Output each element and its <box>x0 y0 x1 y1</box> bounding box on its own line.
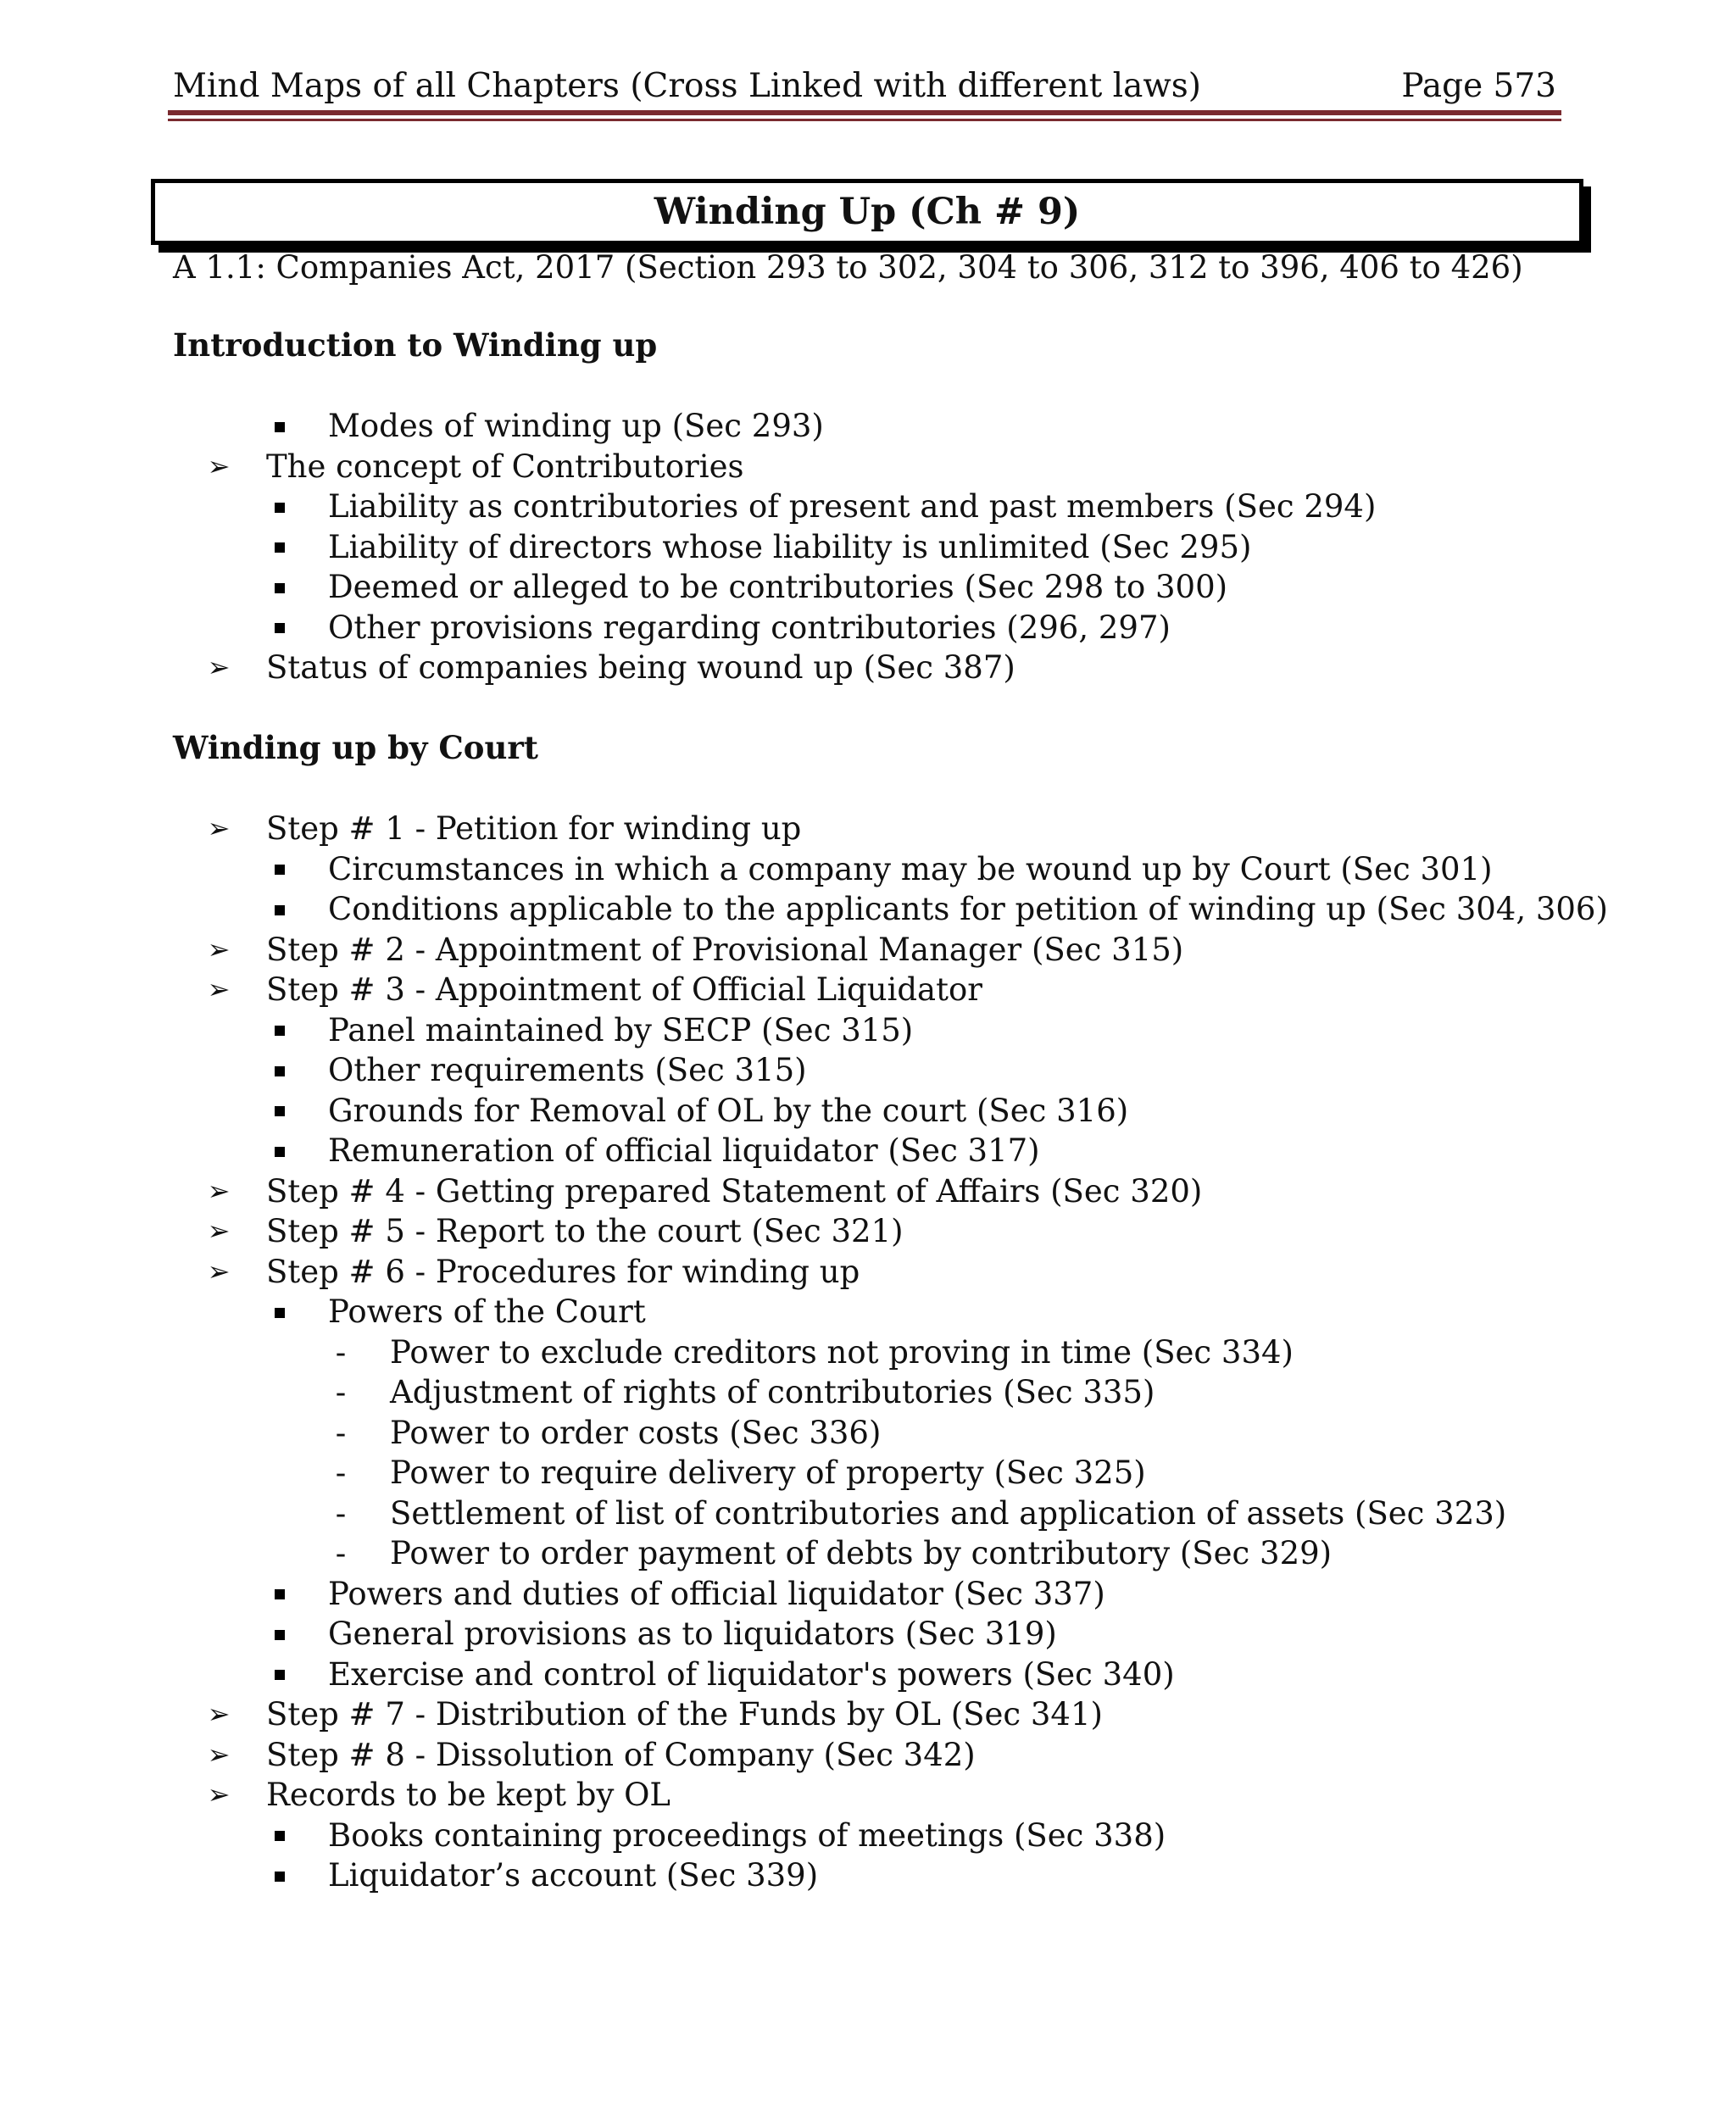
outline-item-text: Records to be kept by OL <box>266 1777 671 1813</box>
running-header <box>173 63 1556 110</box>
outline-item <box>173 527 1563 568</box>
square-bullet-shape <box>275 1831 285 1841</box>
square-bullet-shape <box>275 1872 285 1882</box>
square-bullet-shape <box>275 1630 285 1640</box>
outline-item-text: Circumstances in which a company may be wound up by Court (Sec 301) <box>328 850 1493 887</box>
outline-item <box>173 406 1563 447</box>
outline-item-text: Deemed or alleged to be contributories (Sec 298 to 300) <box>328 569 1228 605</box>
outline-item <box>173 1332 1563 1373</box>
outline-item <box>173 447 1563 487</box>
outline-item-text: Step # 4 - Getting prepared Statement of Affairs (Sec 320) <box>266 1172 1203 1210</box>
outline-item <box>173 1252 1563 1293</box>
outline-item <box>173 970 1563 1010</box>
outline-item-text: Step # 3 - Appointment of Official Liquidator <box>266 971 982 1008</box>
chapter-title-box <box>151 179 1583 245</box>
outline-item <box>173 1171 1563 1212</box>
spacer <box>173 366 1563 407</box>
dash-bullet-icon: - <box>335 1494 347 1532</box>
outline-item <box>173 1775 1563 1816</box>
outline-item-text: Grounds for Removal of OL by the court (Sec 316) <box>328 1092 1129 1129</box>
page-number: Page 573 <box>1401 67 1556 105</box>
square-bullet-shape <box>275 1147 285 1157</box>
outline-item-text: Powers and duties of official liquidator (Sec 337) <box>328 1575 1105 1612</box>
square-bullet-shape <box>275 1106 285 1116</box>
square-bullet-icon <box>264 406 295 447</box>
outline-item-text: Other requirements (Sec 315) <box>328 1052 807 1088</box>
outline-item-text: Status of companies being wound up (Sec 387) <box>266 649 1015 686</box>
outline-content <box>173 325 1608 1896</box>
outline-item <box>173 1574 1563 1615</box>
square-bullet-icon <box>264 1292 295 1332</box>
square-bullet-icon <box>264 889 295 930</box>
outline-item <box>173 1050 1563 1091</box>
outline-item <box>173 1855 1563 1896</box>
outline-item <box>173 1735 1563 1776</box>
outline-item <box>173 1413 1563 1454</box>
outline-item <box>173 1131 1563 1171</box>
arrow-bullet-icon: ➢ <box>207 651 231 683</box>
outline-item <box>173 1493 1563 1534</box>
outline-item-text: Power to order payment of debts by contributory (Sec 329) <box>390 1535 1333 1571</box>
arrow-bullet-icon: ➢ <box>207 1174 231 1207</box>
spacer <box>173 769 1563 809</box>
arrow-bullet-icon: ➢ <box>207 449 231 482</box>
outline-item-text: Liability as contributories of present and past members (Sec 294) <box>328 488 1377 525</box>
outline-item-text: Modes of winding up (Sec 293) <box>328 408 824 444</box>
square-bullet-icon <box>264 487 295 527</box>
square-bullet-icon <box>264 849 295 890</box>
square-bullet-shape <box>275 623 285 633</box>
header-rule-thick <box>168 110 1561 115</box>
chapter-title: Winding Up (Ch # 9) <box>654 191 1081 233</box>
outline-item-text: Exercise and control of liquidator's powers (Sec 340) <box>328 1655 1175 1693</box>
arrow-bullet-icon: ➢ <box>207 973 231 1005</box>
outline-item-text: Power to order costs (Sec 336) <box>390 1414 882 1451</box>
outline-item <box>173 849 1563 890</box>
dash-bullet-icon: - <box>335 1414 347 1451</box>
court-outline-list <box>173 809 1608 1896</box>
outline-item-text: Other provisions regarding contributories (296, 297) <box>328 609 1171 646</box>
square-bullet-icon <box>264 1655 295 1695</box>
square-bullet-shape <box>275 1066 285 1076</box>
square-bullet-shape <box>275 1589 285 1599</box>
square-bullet-shape <box>275 583 285 593</box>
square-bullet-icon <box>264 608 295 648</box>
outline-item <box>173 487 1563 527</box>
square-bullet-shape <box>275 1670 285 1680</box>
outline-item <box>173 1694 1563 1735</box>
outline-item-text: Adjustment of rights of contributories (Sec 335) <box>390 1374 1155 1410</box>
header-title: Mind Maps of all Chapters (Cross Linked with different laws) <box>173 67 1202 105</box>
outline-item-text: Step # 6 - Procedures for winding up <box>266 1253 860 1290</box>
square-bullet-shape <box>275 503 285 513</box>
outline-item <box>173 1091 1563 1132</box>
outline-item <box>173 1453 1563 1493</box>
outline-item-text: Step # 8 - Dissolution of Company (Sec 342) <box>266 1736 976 1773</box>
dash-bullet-icon: - <box>335 1374 347 1410</box>
outline-item <box>173 1010 1563 1051</box>
square-bullet-shape <box>275 1026 285 1036</box>
outline-item-text: Step # 2 - Appointment of Provisional Manager (Sec 315) <box>266 931 1184 968</box>
outline-item <box>173 1292 1563 1332</box>
outline-item-text: Liability of directors whose liability is unlimited (Sec 295) <box>328 528 1252 565</box>
outline-item <box>173 567 1563 608</box>
arrow-bullet-icon: ➢ <box>207 1215 231 1247</box>
outline-item-text: Conditions applicable to the applicants for petition of winding up (Sec 304, 306) <box>328 891 1608 927</box>
square-bullet-icon <box>264 1131 295 1171</box>
dash-bullet-icon: - <box>335 1333 347 1371</box>
arrow-bullet-icon: ➢ <box>207 1698 231 1730</box>
outline-item <box>173 809 1563 849</box>
square-bullet-icon <box>264 1816 295 1856</box>
outline-item-text: Remuneration of official liquidator (Sec 317) <box>328 1132 1040 1169</box>
outline-item <box>173 1816 1563 1856</box>
outline-item-text: Liquidator’s account (Sec 339) <box>328 1857 819 1894</box>
square-bullet-shape <box>275 865 285 875</box>
arrow-bullet-icon: ➢ <box>207 812 231 844</box>
section-heading-introduction: Introduction to Winding up <box>173 326 658 364</box>
square-bullet-icon <box>264 567 295 608</box>
outline-item <box>173 1372 1563 1413</box>
square-bullet-shape <box>275 905 285 915</box>
outline-item-text: Step # 1 - Petition for winding up <box>266 810 802 847</box>
arrow-bullet-icon: ➢ <box>207 1254 231 1288</box>
arrow-bullet-icon: ➢ <box>207 1778 231 1810</box>
outline-item-text: Powers of the Court <box>328 1293 646 1330</box>
outline-item-text: Power to require delivery of property (Sec 325) <box>390 1454 1146 1491</box>
square-bullet-icon <box>264 1091 295 1132</box>
section-heading-court: Winding up by Court <box>173 729 538 766</box>
outline-item-text: General provisions as to liquidators (Sec 319) <box>328 1616 1057 1652</box>
outline-item-text: The concept of Contributories <box>266 448 744 485</box>
arrow-bullet-icon: ➢ <box>207 1738 231 1771</box>
square-bullet-icon <box>264 1010 295 1051</box>
square-bullet-icon <box>264 527 295 568</box>
square-bullet-icon <box>264 1050 295 1091</box>
outline-item <box>173 889 1608 930</box>
square-bullet-shape <box>275 542 285 553</box>
outline-item-text: Step # 5 - Report to the court (Sec 321) <box>266 1213 904 1249</box>
outline-item <box>173 648 1563 688</box>
square-bullet-shape <box>275 1308 285 1318</box>
dash-bullet-icon: - <box>335 1454 347 1491</box>
square-bullet-icon <box>264 1855 295 1896</box>
outline-item <box>173 608 1563 648</box>
outline-item-text: Books containing proceedings of meetings (Sec 338) <box>328 1816 1166 1854</box>
square-bullet-icon <box>264 1574 295 1615</box>
introduction-outline-list <box>173 406 1563 688</box>
square-bullet-icon <box>264 1614 295 1655</box>
square-bullet-shape <box>275 422 285 432</box>
outline-item <box>173 1211 1563 1252</box>
arrow-bullet-icon: ➢ <box>207 932 231 965</box>
spacer <box>173 688 1563 729</box>
outline-item <box>173 1655 1563 1695</box>
act-reference: A 1.1: Companies Act, 2017 (Section 293 to 302, 304 to 306, 312 to 396, 406 to 426) <box>173 249 1523 286</box>
outline-item <box>173 930 1563 971</box>
dash-bullet-icon: - <box>335 1535 347 1571</box>
outline-item-text: Panel maintained by SECP (Sec 315) <box>328 1011 914 1048</box>
header-rule-thin <box>168 119 1561 121</box>
outline-item <box>173 1614 1563 1655</box>
outline-item <box>173 1533 1563 1574</box>
outline-item-text: Step # 7 - Distribution of the Funds by OL (Sec 341) <box>266 1696 1103 1733</box>
outline-item-text: Settlement of list of contributories and application of assets (Sec 323) <box>390 1494 1507 1532</box>
outline-item-text: Power to exclude creditors not proving in time (Sec 334) <box>390 1333 1294 1371</box>
